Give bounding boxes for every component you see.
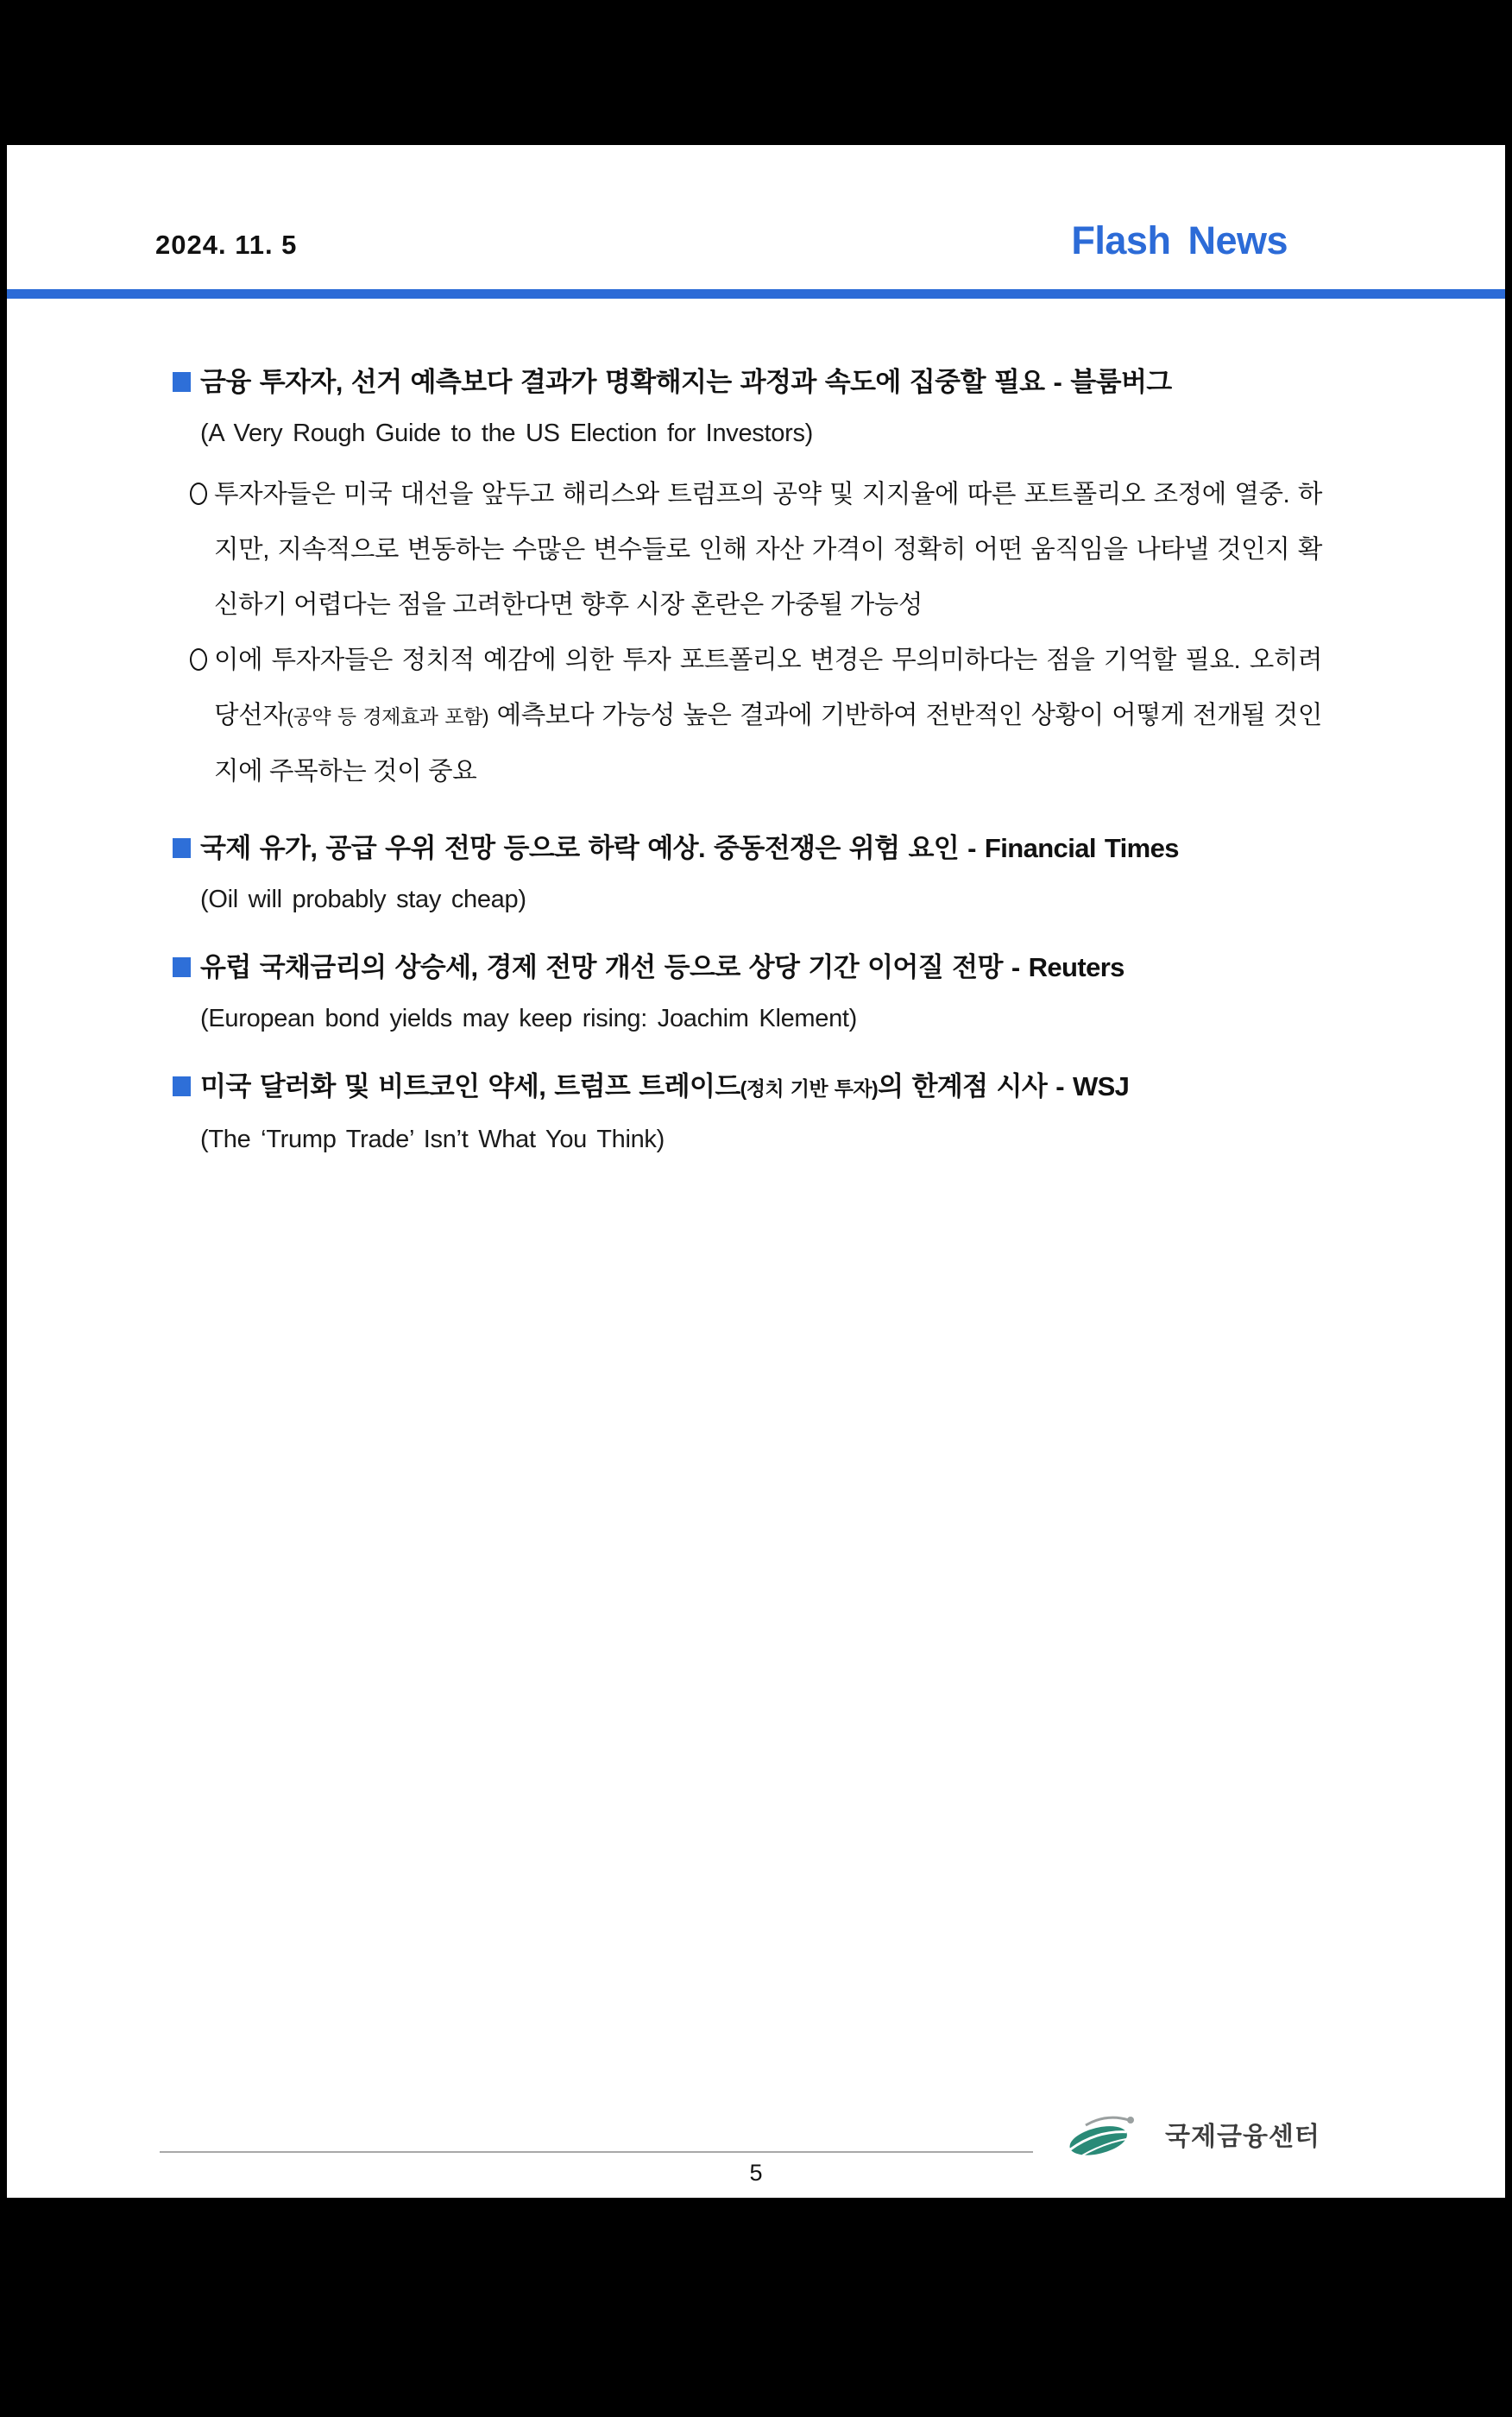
square-bullet-icon [173,1076,191,1096]
news-subtitle-en: (The ‘Trump Trade’ Isn’t What You Think) [200,1126,665,1153]
circle-bullet-icon [190,648,207,671]
point-text: 예측보다 가능성 높은 결과에 기반하여 전반적인 상황이 어떻게 전개될 것인지에 주목하는 것이 중요 [214,701,1322,786]
news-point [173,633,1322,799]
kcif-logo-text: 국제금융센터 [1165,2123,1320,2151]
news-headline [173,1067,1322,1108]
page-header [155,218,1288,262]
news-item [173,948,1322,1038]
news-subtitle-en: (A Very Rough Guide to the US Election for Investors) [200,420,813,447]
circle-bullet-icon [190,483,207,505]
point-text: 투자자들은 미국 대선을 앞두고 해리스와 트럼프의 공약 및 지지율에 따른 포트폴리오 조정에 열중. 하지만, 지속적으로 변동하는 수많은 변수들로 인해 자산 가격이 정확히 어떤 움직임을 나타낼 것인지 확신하기 어렵다는 점을 고려한다면 향후 시장 혼란은 가중될 가능성 [214,480,1322,619]
footer-divider [160,2151,1033,2153]
headline-text: 의 한계점 시사 - WSJ [878,1071,1130,1101]
news-item [173,829,1322,918]
document-date: 2024. 11. 5 [155,230,298,260]
square-bullet-icon [173,957,191,977]
headline-text: 금융 투자자, 선거 예측보다 결과가 명확해지는 과정과 속도에 집중할 필요 - 블룸버그 [200,367,1172,397]
news-headline [173,829,1322,868]
news-headline [173,948,1322,988]
headline-text: 국제 유가, 공급 우위 전망 등으로 하락 예상. 중동전쟁은 위험 요인 - Financial Times [200,833,1179,863]
headline-text: 미국 달러화 및 비트코인 약세, 트럼프 트레이드 [200,1071,740,1101]
news-subtitle-en: (Oil will probably stay cheap) [200,886,526,913]
page-title: Flash News [1071,218,1288,262]
square-bullet-icon [173,372,191,392]
news-item [173,363,1322,799]
news-subtitle-en: (European bond yields may keep rising: Joachim Klement) [200,1005,858,1032]
point-text: 이에 투자자들은 정치적 예감에 의한 투자 포트폴리오 변경은 무의미하다는 점을 기억할 필요. 오히려 당선자 [214,646,1322,729]
headline-text-small: (정치 기반 투자) [740,1077,879,1100]
header-divider [7,289,1505,299]
headline-text: 유럽 국채금리의 상승세, 경제 전망 개선 등으로 상당 기간 이어질 전망 - Reuters [200,952,1125,982]
kcif-logo [1053,2111,1320,2156]
square-bullet-icon [173,838,191,858]
news-point [173,467,1322,633]
page-number: 5 [749,2160,763,2186]
point-text-small: (공약 등 경제효과 포함) [287,705,489,728]
document-page [7,145,1505,2198]
news-content [173,363,1322,1188]
news-headline [173,363,1322,402]
news-item [173,1067,1322,1158]
kcif-logo-icon [1053,2111,1156,2156]
